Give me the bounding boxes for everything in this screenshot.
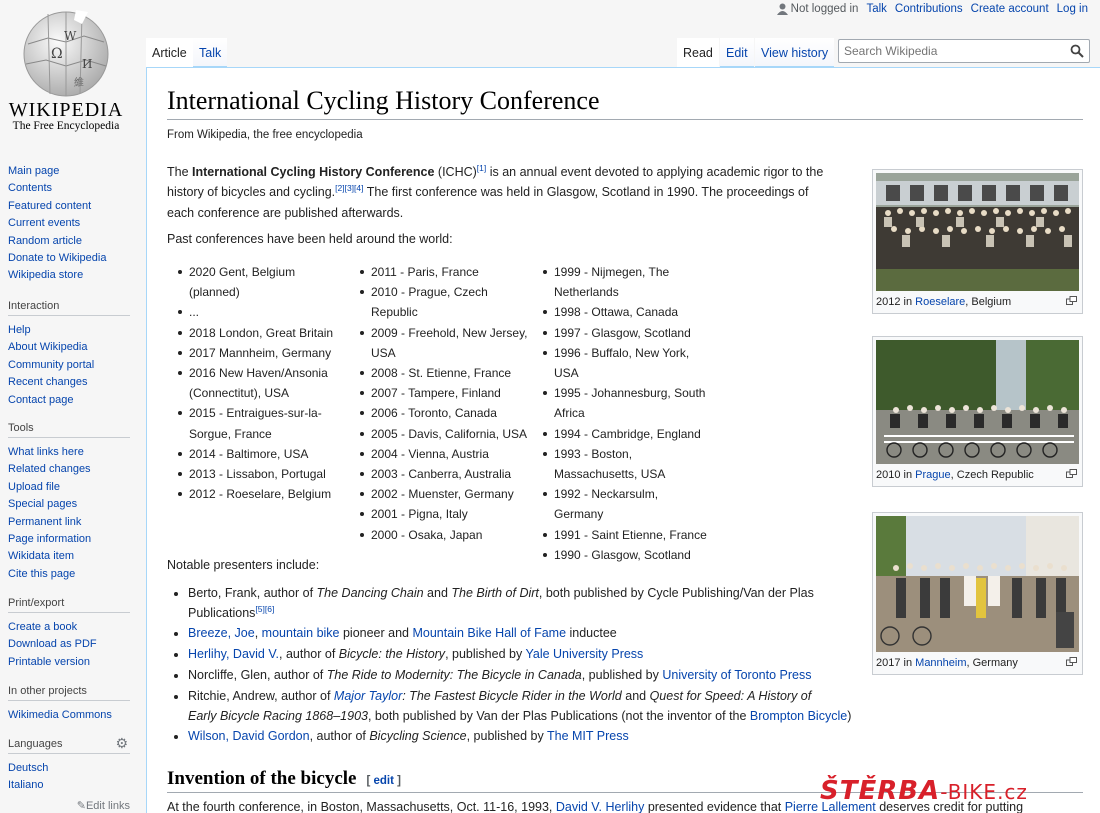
conference-item-label: 2006 - Toronto, Canada [371, 406, 497, 421]
link-roeselare[interactable]: Roeselare [915, 296, 966, 308]
conference-item [540, 383, 710, 423]
link-breeze[interactable]: Breeze, Joe [188, 626, 255, 640]
sidebar-item [8, 198, 130, 215]
conference-item-label: 2011 - Paris, France [371, 265, 479, 279]
list-item: Norcliffe, Glen, author of The Ride to Modernity: The Bicycle in Canada, published by University of Toronto Press [181, 665, 881, 686]
conference-item [175, 484, 337, 504]
print-portal [8, 597, 130, 671]
not-logged-in-label: Not logged in [790, 3, 859, 15]
conference-item-label: 2020 Gent, Belgium (planned) [189, 265, 296, 300]
sidebar-item-label[interactable]: Contact page [8, 393, 74, 406]
conference-item-label: 1992 - Neckarsulm, Germany [554, 487, 659, 522]
sidebar-item [8, 339, 130, 356]
presenters-intro: Notable presenters include: [167, 558, 320, 572]
conference-item-label: 2015 - Entraigues-sur-la-Sorgue, France [189, 406, 322, 441]
conference-photo-2010[interactable] [876, 340, 1079, 464]
tab-article[interactable] [146, 38, 193, 67]
conference-item-label: ... [189, 305, 200, 320]
intro-text2: The first conference was held in Glasgow, Scotland in 1990. The proceedings of [363, 185, 809, 200]
sidebar-item-label[interactable]: Printable version [8, 655, 90, 668]
conference-item-label: 1993 - Boston, Massachusetts, USA [554, 446, 666, 482]
user-icon [777, 3, 788, 15]
sidebar-item-label[interactable]: Community portal [8, 358, 95, 371]
sidebar-item [8, 215, 130, 232]
wikipedia-logo[interactable] [6, 6, 126, 136]
sidebar-item-label[interactable]: About Wikipedia [8, 341, 88, 354]
sidebar-item-label[interactable]: Recent changes [8, 376, 88, 389]
conference-item-label: 2013 - Lissabon, Portugal [189, 467, 326, 482]
conference-item [175, 262, 337, 302]
conference-item [175, 403, 337, 443]
contributions-link[interactable]: Contributions [894, 3, 963, 15]
sidebar-item-label[interactable]: What links here [8, 446, 84, 458]
tab-edit-label: Edit [726, 46, 748, 60]
sidebar-item-label[interactable]: Upload file [8, 480, 60, 493]
list-item: Herlihy, David V., author of Bicycle: the History, published by Yale University Press [181, 644, 881, 665]
conference-item [357, 323, 532, 363]
conference-list-col2 [357, 262, 532, 545]
sidebar-item-label[interactable]: Contents [8, 182, 53, 195]
conference-item-label: 1996 - Buffalo, New York, USA [554, 345, 690, 381]
link-mtb-hall-of-fame[interactable]: Mountain Bike Hall of Fame [412, 626, 567, 640]
svg-text:維: 維 [74, 78, 84, 89]
thumb-caption: 2012 in Roeselare, Belgium [876, 294, 1079, 310]
link-mountain-bike[interactable]: mountain bike [261, 626, 340, 640]
conference-item-label: 2012 - Roeselare, Belgium [189, 487, 332, 502]
sidebar-item [8, 163, 130, 180]
conference-item-label: 2004 - Vienna, Austria [371, 446, 489, 461]
login-link[interactable]: Log in [1056, 3, 1088, 15]
link-prague[interactable]: Prague [915, 469, 951, 481]
conference-item-label: 2001 - Pigna, Italy [371, 507, 468, 522]
content [146, 67, 1100, 813]
conference-item [357, 504, 532, 524]
conference-item [357, 464, 532, 484]
sidebar-item [8, 357, 130, 374]
link-major-taylor[interactable]: Major Taylor [333, 689, 403, 703]
list-item: Breeze, Joe, mountain bike pioneer and Mountain Bike Hall of Fame inductee [181, 623, 881, 644]
sidebar-item [8, 374, 130, 391]
link-yale-press[interactable]: Yale University Press [525, 647, 644, 661]
sidebar-item-label[interactable]: Cite this page [8, 567, 76, 580]
conference-item-label: 2009 - Freehold, New Jersey, USA [371, 325, 528, 360]
link-toronto-press[interactable]: University of Toronto Press [662, 668, 812, 682]
conference-item-label: 1998 - Ottawa, Canada [554, 305, 679, 320]
language-item [8, 760, 130, 777]
interaction-portal [8, 300, 130, 409]
conference-item [540, 444, 710, 484]
sidebar-item [8, 322, 130, 339]
sidebar-item-label[interactable]: Create a book [8, 621, 78, 633]
sidebar-item [8, 654, 130, 671]
conference-list-col3 [540, 262, 710, 565]
intro-text1: is an annual event devoted to applying academic rigor to the [486, 165, 824, 179]
conference-item [540, 262, 710, 302]
conference-item [357, 444, 532, 464]
sidebar-item-label[interactable]: Random article [8, 234, 82, 247]
thumb-2010 [872, 336, 1083, 487]
conference-item-label: 2005 - Davis, California, USA [371, 426, 528, 441]
sidebar-item-label[interactable]: Page information [8, 533, 92, 546]
thumb-caption: 2010 in Prague, Czech Republic [876, 467, 1079, 483]
talk-link[interactable]: Talk [866, 3, 887, 15]
magnify-icon[interactable] [1066, 296, 1077, 305]
create-account-link[interactable]: Create account [970, 3, 1049, 15]
watermark-logo: ŠTĚRBA-BIKE.cz [820, 776, 1028, 806]
sidebar-item [8, 531, 130, 548]
sidebar-item-label[interactable]: Related changes [8, 463, 91, 476]
tools-heading: Tools [8, 422, 130, 438]
sidebar-item-label[interactable]: Special pages [8, 498, 78, 511]
tab-article-label: Article [152, 46, 187, 60]
conference-item [357, 403, 532, 423]
conference-list-col1 [175, 262, 337, 504]
sidebar-item [8, 496, 130, 513]
sidebar-item [8, 392, 130, 409]
past-intro: Past conferences have been held around the world: [167, 232, 453, 246]
print-heading: Print/export [8, 597, 130, 613]
sidebar-item [8, 619, 130, 636]
conference-item [540, 323, 710, 343]
conference-item-label: 1997 - Glasgow, Scotland [554, 325, 691, 340]
tools-portal [8, 422, 130, 583]
link-mit-press[interactable]: The MIT Press [547, 729, 629, 743]
sidebar-item [8, 636, 130, 653]
conference-item [540, 525, 710, 545]
link-brompton[interactable]: Brompton Bicycle [749, 709, 848, 723]
conference-item [175, 343, 337, 363]
link-mannheim[interactable]: Mannheim [915, 657, 967, 669]
conference-item-label: 2016 New Haven/Ansonia (Connectitut), USA [189, 366, 328, 401]
tab-talk-label: Talk [199, 46, 222, 60]
sidebar-item [8, 479, 130, 496]
language-item-label[interactable]: Deutsch [8, 762, 49, 774]
svg-text:Ω: Ω [51, 46, 63, 62]
tab-history[interactable] [755, 38, 834, 67]
gear-icon[interactable]: ⚙ [115, 735, 128, 751]
conference-item [357, 525, 532, 545]
nav-portal [8, 163, 130, 285]
logo-tagline: The Free Encyclopedia [12, 120, 120, 132]
conference-item-label: 2010 - Prague, Czech Republic [371, 285, 488, 320]
conference-photo-2017[interactable] [876, 516, 1079, 652]
conference-item-label: 2003 - Canberra, Australia [371, 467, 512, 482]
sidebar-item [8, 707, 130, 724]
conference-item-label: 1994 - Cambridge, England [554, 426, 701, 441]
thumb-2012 [872, 169, 1083, 314]
intro-abbr: (ICHC) [434, 165, 477, 179]
languages-heading: Languages [8, 738, 130, 754]
conference-item-label: 2007 - Tampere, Finland [371, 386, 501, 401]
section-edit: [ edit ] [366, 775, 401, 787]
sidebar-item [8, 566, 130, 583]
conference-item-label: 1995 - Johannesburg, South Africa [554, 386, 706, 421]
conference-item [357, 484, 532, 504]
language-item-label[interactable]: Italiano [8, 779, 44, 792]
sidebar-item-label[interactable]: Current events [8, 217, 81, 230]
conference-item [357, 383, 532, 403]
sidebar-item-label[interactable]: Main page [8, 165, 60, 177]
search-input[interactable] [839, 40, 1059, 62]
presenters-list [181, 583, 881, 747]
section-edit-link[interactable]: edit [373, 775, 394, 787]
language-item [8, 777, 130, 794]
conference-item-label: 2017 Mannheim, Germany [189, 345, 332, 360]
languages-portal [8, 735, 130, 812]
sidebar-item-label[interactable]: Wikidata item [8, 550, 75, 563]
intro-line3: each conference are published afterwards. [167, 205, 404, 220]
magnify-icon[interactable] [1066, 469, 1077, 478]
search-box [838, 39, 1090, 63]
conference-item-label: 2000 - Osaka, Japan [371, 527, 483, 542]
magnify-icon[interactable] [1066, 657, 1077, 666]
sidebar-item [8, 461, 130, 478]
conference-item [540, 302, 710, 322]
link-herlihy-2[interactable]: David V. Herlihy [555, 800, 645, 813]
ref-1[interactable]: [1] [476, 162, 487, 173]
section-title: Invention of the bicycle [167, 768, 357, 789]
conference-photo-2012[interactable] [876, 173, 1079, 291]
thumb-caption: 2017 in Mannheim, Germany [876, 655, 1079, 671]
page-title: International Cycling History Conference [167, 86, 1083, 120]
site-tagline: From Wikipedia, the free encyclopedia [167, 129, 363, 141]
tab-read-label: Read [683, 46, 713, 60]
sidebar-item [8, 267, 130, 284]
conference-item [357, 262, 532, 282]
link-herlihy[interactable]: Herlihy, David V. [188, 647, 280, 661]
conference-item-label: 2008 - St. Etienne, France [371, 366, 512, 381]
conference-item [175, 444, 337, 464]
sidebar-item [8, 250, 130, 267]
intro-bold: International Cycling History Conference [192, 165, 435, 179]
sidebar-item-label[interactable]: Wikipedia store [8, 269, 84, 282]
thumb-2017 [872, 512, 1083, 675]
sidebar-item [8, 233, 130, 250]
sidebar-item-label[interactable]: Donate to Wikipedia [8, 252, 107, 265]
sidebar-item-label[interactable]: Permanent link [8, 515, 82, 528]
list-item: Berto, Frank, author of The Dancing Chain and The Birth of Dirt, both published by Cycle Publishing/Van der Plas Publications[5][6] [181, 583, 881, 623]
conference-item-label: 1991 - Saint Etienne, France [554, 527, 707, 542]
refs-5-6[interactable]: [5][6] [255, 603, 275, 614]
sidebar-item-label[interactable]: Wikimedia Commons [8, 709, 112, 721]
conference-item-label: 2018 London, Great Britain [189, 325, 334, 340]
conference-item-label: 2002 - Muenster, Germany [371, 487, 514, 502]
conference-item [175, 464, 337, 484]
tab-talk[interactable] [193, 38, 227, 67]
sidebar-item [8, 444, 130, 461]
globe-icon [18, 8, 114, 98]
conference-item [357, 424, 532, 444]
conference-item [357, 282, 532, 322]
sidebar-item-label[interactable]: Help [8, 324, 31, 336]
interaction-heading: Interaction [8, 300, 130, 316]
conference-item [357, 363, 532, 383]
sidebar-item [8, 180, 130, 197]
tab-read[interactable] [677, 38, 719, 67]
projects-portal [8, 685, 130, 724]
not-logged-in [777, 3, 859, 15]
section-paragraph: At the fourth conference, in Boston, Massachusetts, Oct. 11-16, 1993, David V. Herlihy presented evidence that Pierre Lallement deserves credit for putting [167, 800, 1024, 813]
conference-item [175, 323, 337, 343]
list-item: Wilson, David Gordon, author of Bicycling Science, published by The MIT Press [181, 726, 881, 747]
search-icon[interactable] [1070, 44, 1084, 58]
projects-heading: In other projects [8, 685, 130, 701]
sidebar [0, 0, 146, 813]
conference-item-label: 2014 - Baltimore, USA [189, 446, 309, 461]
intro-the: The [167, 165, 193, 179]
sidebar-item-label[interactable]: Download as PDF [8, 638, 97, 651]
svg-text:И: И [82, 57, 93, 71]
sidebar-item [8, 514, 130, 531]
refs-2-4[interactable]: [2][3][4] [335, 183, 364, 194]
conference-item [175, 302, 337, 322]
logo-wordmark: WIKIPEDIA [8, 99, 124, 121]
conference-item-label: 1990 - Glasgow, Scotland [554, 547, 691, 562]
svg-text:W: W [64, 29, 77, 43]
sidebar-item [8, 548, 130, 565]
list-item: Ritchie, Andrew, author of Major Taylor: The Fastest Bicycle Rider in the World and Quest for Speed: A History of Early Bicycle Racing 1868–1903, both published by Van der Plas Publications (not the inventor of the Brompton Bicycle) [181, 686, 881, 726]
link-wilson[interactable]: Wilson, David Gordon [188, 729, 310, 743]
conference-item [540, 484, 710, 524]
edit-links-label: Edit links [85, 799, 130, 812]
edit-links[interactable]: ✎Edit links [76, 799, 130, 812]
intro-paragraph [167, 162, 857, 223]
conference-item [540, 545, 710, 565]
conference-item [540, 343, 710, 383]
intro-line2: history of bicycles and cycling. [167, 185, 336, 200]
tab-edit[interactable] [720, 38, 754, 67]
conference-item-label: 1999 - Nijmegen, The Netherlands [554, 265, 670, 300]
conference-item [540, 424, 710, 444]
link-lallement[interactable]: Pierre Lallement [784, 800, 876, 813]
tab-history-label: View history [761, 46, 829, 60]
conference-item [175, 363, 337, 403]
sidebar-item-label[interactable]: Featured content [8, 199, 92, 212]
personal-tools [777, 3, 1088, 15]
